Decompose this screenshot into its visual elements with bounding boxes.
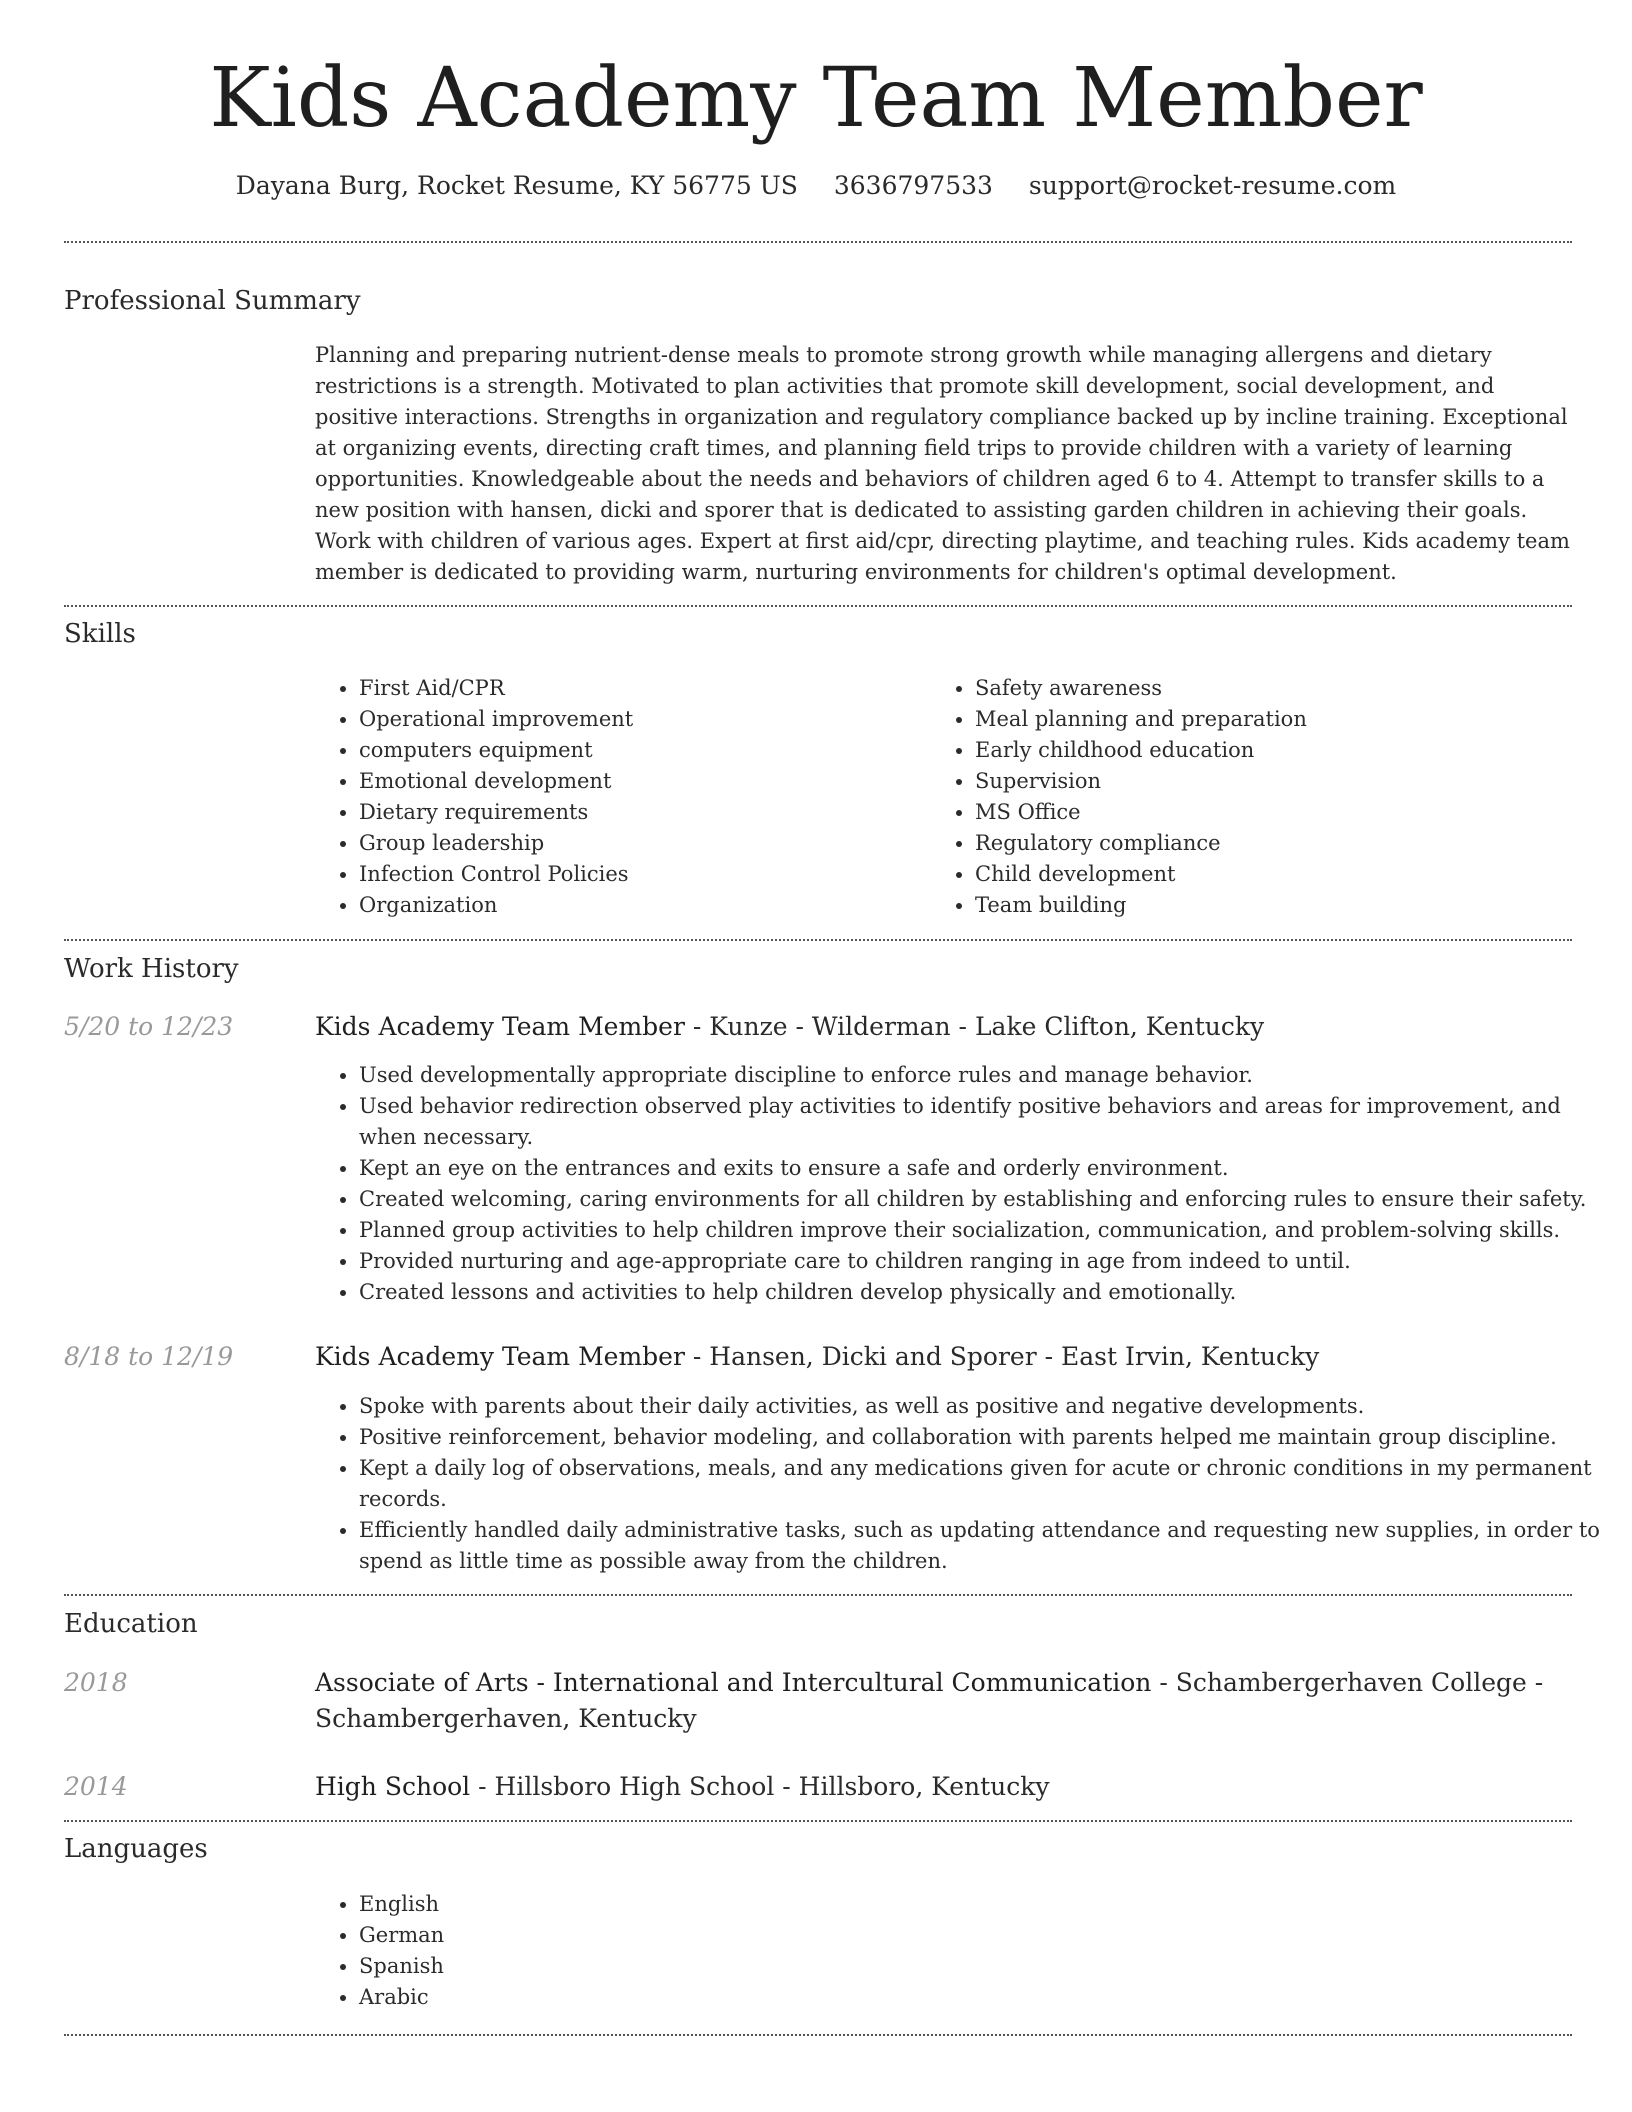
job-bullet: • Provided nurturing and age-appropriate care to children ranging in age from indeed to until.	[359, 1246, 1614, 1277]
job-bullet: • Kept an eye on the entrances and exits to ensure a safe and orderly environment.	[359, 1153, 1614, 1184]
section-divider	[64, 605, 1572, 607]
section-divider	[64, 2034, 1572, 2036]
summary-text: Planning and preparing nutrient-dense meals to promote strong growth while managing allergens and dietary restrictions is a strength. Motivated to plan activities that promote skill development, social development, and positive interactions. Strengths in organization and regulatory compliance backed up by incline training. Exceptional at organizing events, directing craft times, and planning field trips to provide children with a variety of learning opportunities. Knowledgeable about the needs and behaviors of children aged 6 to 4. Attempt to transfer skills to a new position with hansen, dicki and sporer that is dedicated to assisting garden children in achieving their goals. Work with children of various ages. Expert at first aid/cpr, directing playtime, and teaching rules. Kids academy team member is dedicated to providing warm, nurturing environments for children's optimal development.	[315, 343, 1570, 584]
skill-item: • Group leadership	[359, 828, 919, 859]
job-title: Kids Academy Team Member	[315, 1342, 685, 1371]
job-title: Kids Academy Team Member	[315, 1012, 685, 1041]
job-title-line	[315, 1009, 1570, 1045]
language-item: • Spanish	[359, 1951, 959, 1982]
contact-address: Dayana Burg, Rocket Resume, KY 56775 US	[235, 171, 798, 200]
work-history-heading: Work History	[64, 954, 239, 984]
skill-item: • Emotional development	[359, 766, 919, 797]
job-employer: - Kunze - Wilderman - Lake Clifton, Kentucky	[684, 1012, 1265, 1041]
job-dates: 5/20 to 12/23	[64, 1012, 234, 1041]
education-year: 2018	[64, 1668, 128, 1697]
skill-item: • Infection Control Policies	[359, 859, 919, 890]
job-bullet: • Positive reinforcement, behavior modeling, and collaboration with parents helped me maintain group discipline.	[359, 1422, 1614, 1453]
education-entry	[315, 1665, 1570, 1737]
job-bullets	[315, 1060, 1614, 1308]
education-degree: Associate of Arts - International and Intercultural Communication	[315, 1668, 1152, 1697]
job-bullet: • Used behavior redirection observed play activities to identify positive behaviors and areas for improvement, and when necessary.	[359, 1091, 1614, 1153]
skill-item: • Meal planning and preparation	[975, 704, 1575, 735]
skills-list-left	[315, 673, 919, 921]
languages-list	[315, 1889, 959, 2013]
job-bullet: • Kept a daily log of observations, meals, and any medications given for acute or chronic conditions in my permanent records.	[359, 1453, 1614, 1515]
summary-heading: Professional Summary	[64, 286, 361, 316]
skill-item: • First Aid/CPR	[359, 673, 919, 704]
education-degree: High School	[315, 1772, 471, 1801]
skill-item: • Team building	[975, 890, 1575, 921]
education-year: 2014	[64, 1772, 128, 1801]
skill-item: • Supervision	[975, 766, 1575, 797]
skill-item: • MS Office	[975, 797, 1575, 828]
job-bullet: • Used developmentally appropriate discipline to enforce rules and manage behavior.	[359, 1060, 1614, 1091]
language-item: • Arabic	[359, 1982, 959, 2013]
skill-item: • Child development	[975, 859, 1575, 890]
section-divider	[64, 1820, 1572, 1822]
job-dates: 8/18 to 12/19	[64, 1342, 234, 1371]
language-item: • English	[359, 1889, 959, 1920]
skill-item: • Operational improvement	[359, 704, 919, 735]
job-bullet: • Spoke with parents about their daily activities, as well as positive and negative developments.	[359, 1391, 1614, 1422]
resume-title: Kids Academy Team Member	[209, 51, 1423, 146]
skill-item: • Safety awareness	[975, 673, 1575, 704]
skill-item: • Dietary requirements	[359, 797, 919, 828]
education-heading: Education	[64, 1609, 198, 1639]
job-employer: - Hansen, Dicki and Sporer - East Irvin, Kentucky	[684, 1342, 1320, 1371]
education-school: - Schambergerhaven College - Schambergerhaven, Kentucky	[315, 1668, 1544, 1733]
skill-item: • Organization	[359, 890, 919, 921]
skill-item: • Regulatory compliance	[975, 828, 1575, 859]
job-bullet: • Efficiently handled daily administrative tasks, such as updating attendance and requesting new supplies, in order to spend as little time as possible away from the children.	[359, 1515, 1614, 1577]
skill-item: • Early childhood education	[975, 735, 1575, 766]
skill-item: • computers equipment	[359, 735, 919, 766]
education-entry	[315, 1769, 1570, 1805]
contact-email: support@rocket-resume.com	[1028, 171, 1397, 200]
job-bullet: • Created lessons and activities to help children develop physically and emotionally.	[359, 1277, 1614, 1308]
section-divider	[64, 1594, 1572, 1596]
language-item: • German	[359, 1920, 959, 1951]
contact-line	[0, 168, 1632, 204]
job-bullets	[315, 1391, 1614, 1577]
job-bullet: • Created welcoming, caring environments for all children by establishing and enforcing rules to ensure their safety.	[359, 1184, 1614, 1215]
section-divider	[64, 241, 1572, 243]
section-divider	[64, 939, 1572, 941]
skills-list-right	[931, 673, 1575, 921]
contact-phone: 3636797533	[833, 171, 993, 200]
job-title-line	[315, 1339, 1570, 1375]
languages-heading: Languages	[64, 1834, 208, 1864]
skills-heading: Skills	[64, 619, 136, 649]
job-bullet: • Planned group activities to help children improve their socialization, communication, and problem-solving skills.	[359, 1215, 1614, 1246]
education-school: - Hillsboro High School - Hillsboro, Kentucky	[470, 1772, 1050, 1801]
